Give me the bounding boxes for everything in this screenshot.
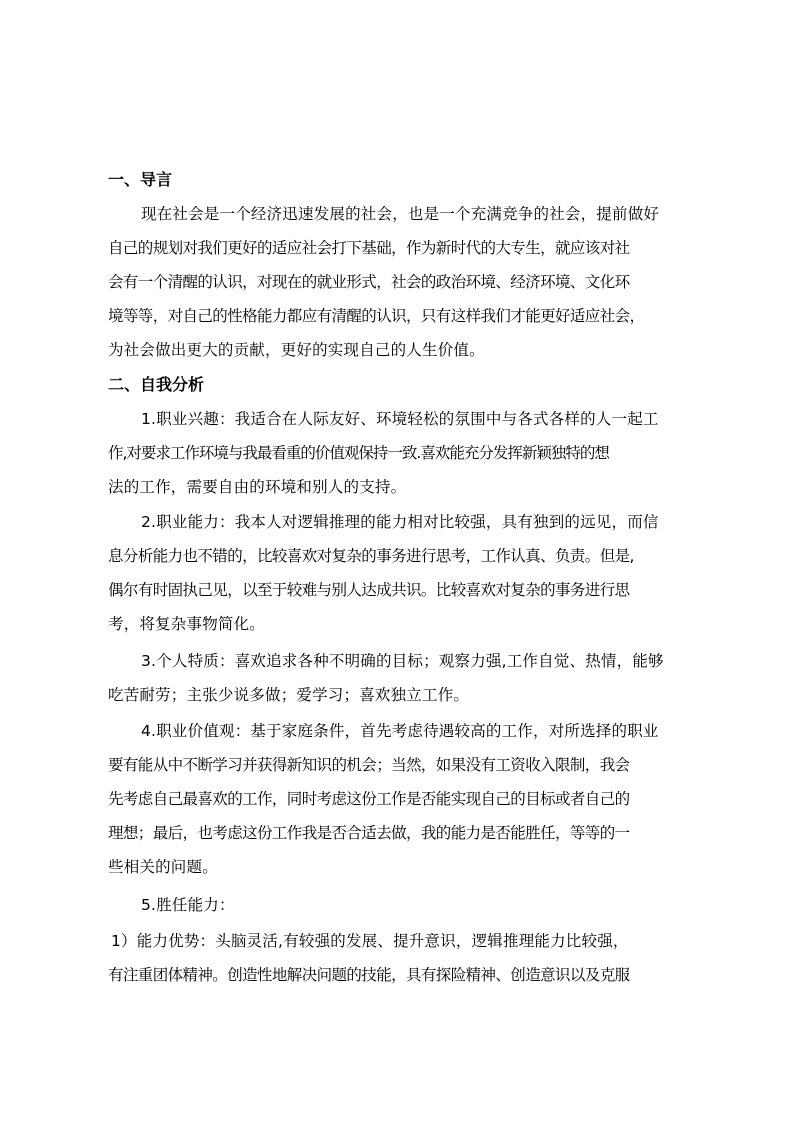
- paragraph-line: 偶尔有时固执己见，以至于较难与别人达成共识。比较喜欢对复杂的事务进行思: [108, 581, 630, 599]
- paragraph-line: 3.个人特质：喜欢追求各种不明确的目标；观察力强,工作自觉、热情，能够: [141, 652, 664, 670]
- section-heading-intro: 一、导言: [108, 170, 173, 189]
- paragraph-line: 2.职业能力：我本人对逻辑推理的能力相对比较强，具有独到的远见，而信: [141, 513, 659, 531]
- section-heading-self-analysis: 二、自我分析: [108, 375, 205, 394]
- paragraph-line: 4.职业价值观：基于家庭条件，首先考虑待遇较高的工作，对所选择的职业: [141, 722, 659, 740]
- paragraph-line: 1.职业兴趣：我适合在人际友好、环境轻松的氛围中与各式各样的人一起工: [141, 410, 659, 428]
- paragraph-line: 为社会做出更大的贡献，更好的实现自己的人生价值。: [108, 341, 485, 359]
- paragraph-line: 作,对要求工作环境与我最看重的价值观保持一致.喜欢能充分发挥新颖独特的想: [108, 444, 609, 462]
- paragraph-line: 境等等，对自己的性格能力都应有清醒的认识，只有这样我们才能更好适应社会，: [108, 307, 645, 325]
- paragraph-line: 吃苦耐劳；主张少说多做；爱学习；喜欢独立工作。: [108, 686, 470, 704]
- paragraph-line: 法的工作，需要自由的环境和别人的支持。: [108, 478, 407, 496]
- paragraph-line: 有注重团体精神。创造性地解决问题的技能，具有探险精神、创造意识以及克服: [108, 966, 630, 984]
- paragraph-line: 息分析能力也不错的，比较喜欢对复杂的事务进行思考，工作认真、负责。但是,: [108, 547, 634, 565]
- paragraph-line: 先考虑自己最喜欢的工作，同时考虑这份工作是否能实现自己的目标或者自己的: [108, 790, 630, 808]
- paragraph-line: 些相关的问题。: [108, 858, 218, 876]
- paragraph-line: 现在社会是一个经济迅速发展的社会，也是一个充满竞争的社会，提前做好: [141, 205, 660, 223]
- paragraph-line: 要有能从中不断学习并获得新知识的机会；当然，如果没有工资收入限制，我会: [108, 756, 630, 774]
- paragraph-line: 自己的规划对我们更好的适应社会打下基础，作为新时代的大专生，就应该对社: [108, 239, 630, 257]
- paragraph-line: 理想；最后，也考虑这份工作我是否合适去做，我的能力是否能胜任，等等的一: [108, 824, 630, 842]
- paragraph-line: 会有一个清醒的认识，对现在的就业形式，社会的政治环境、经济环境、文化环: [108, 273, 630, 291]
- paragraph-line: 1）能力优势：头脑灵活,有较强的发展、提升意识，逻辑推理能力比较强，: [111, 932, 629, 950]
- paragraph-line: 考，将复杂事物简化。: [108, 615, 266, 633]
- paragraph-line: 5.胜任能力：: [141, 896, 235, 914]
